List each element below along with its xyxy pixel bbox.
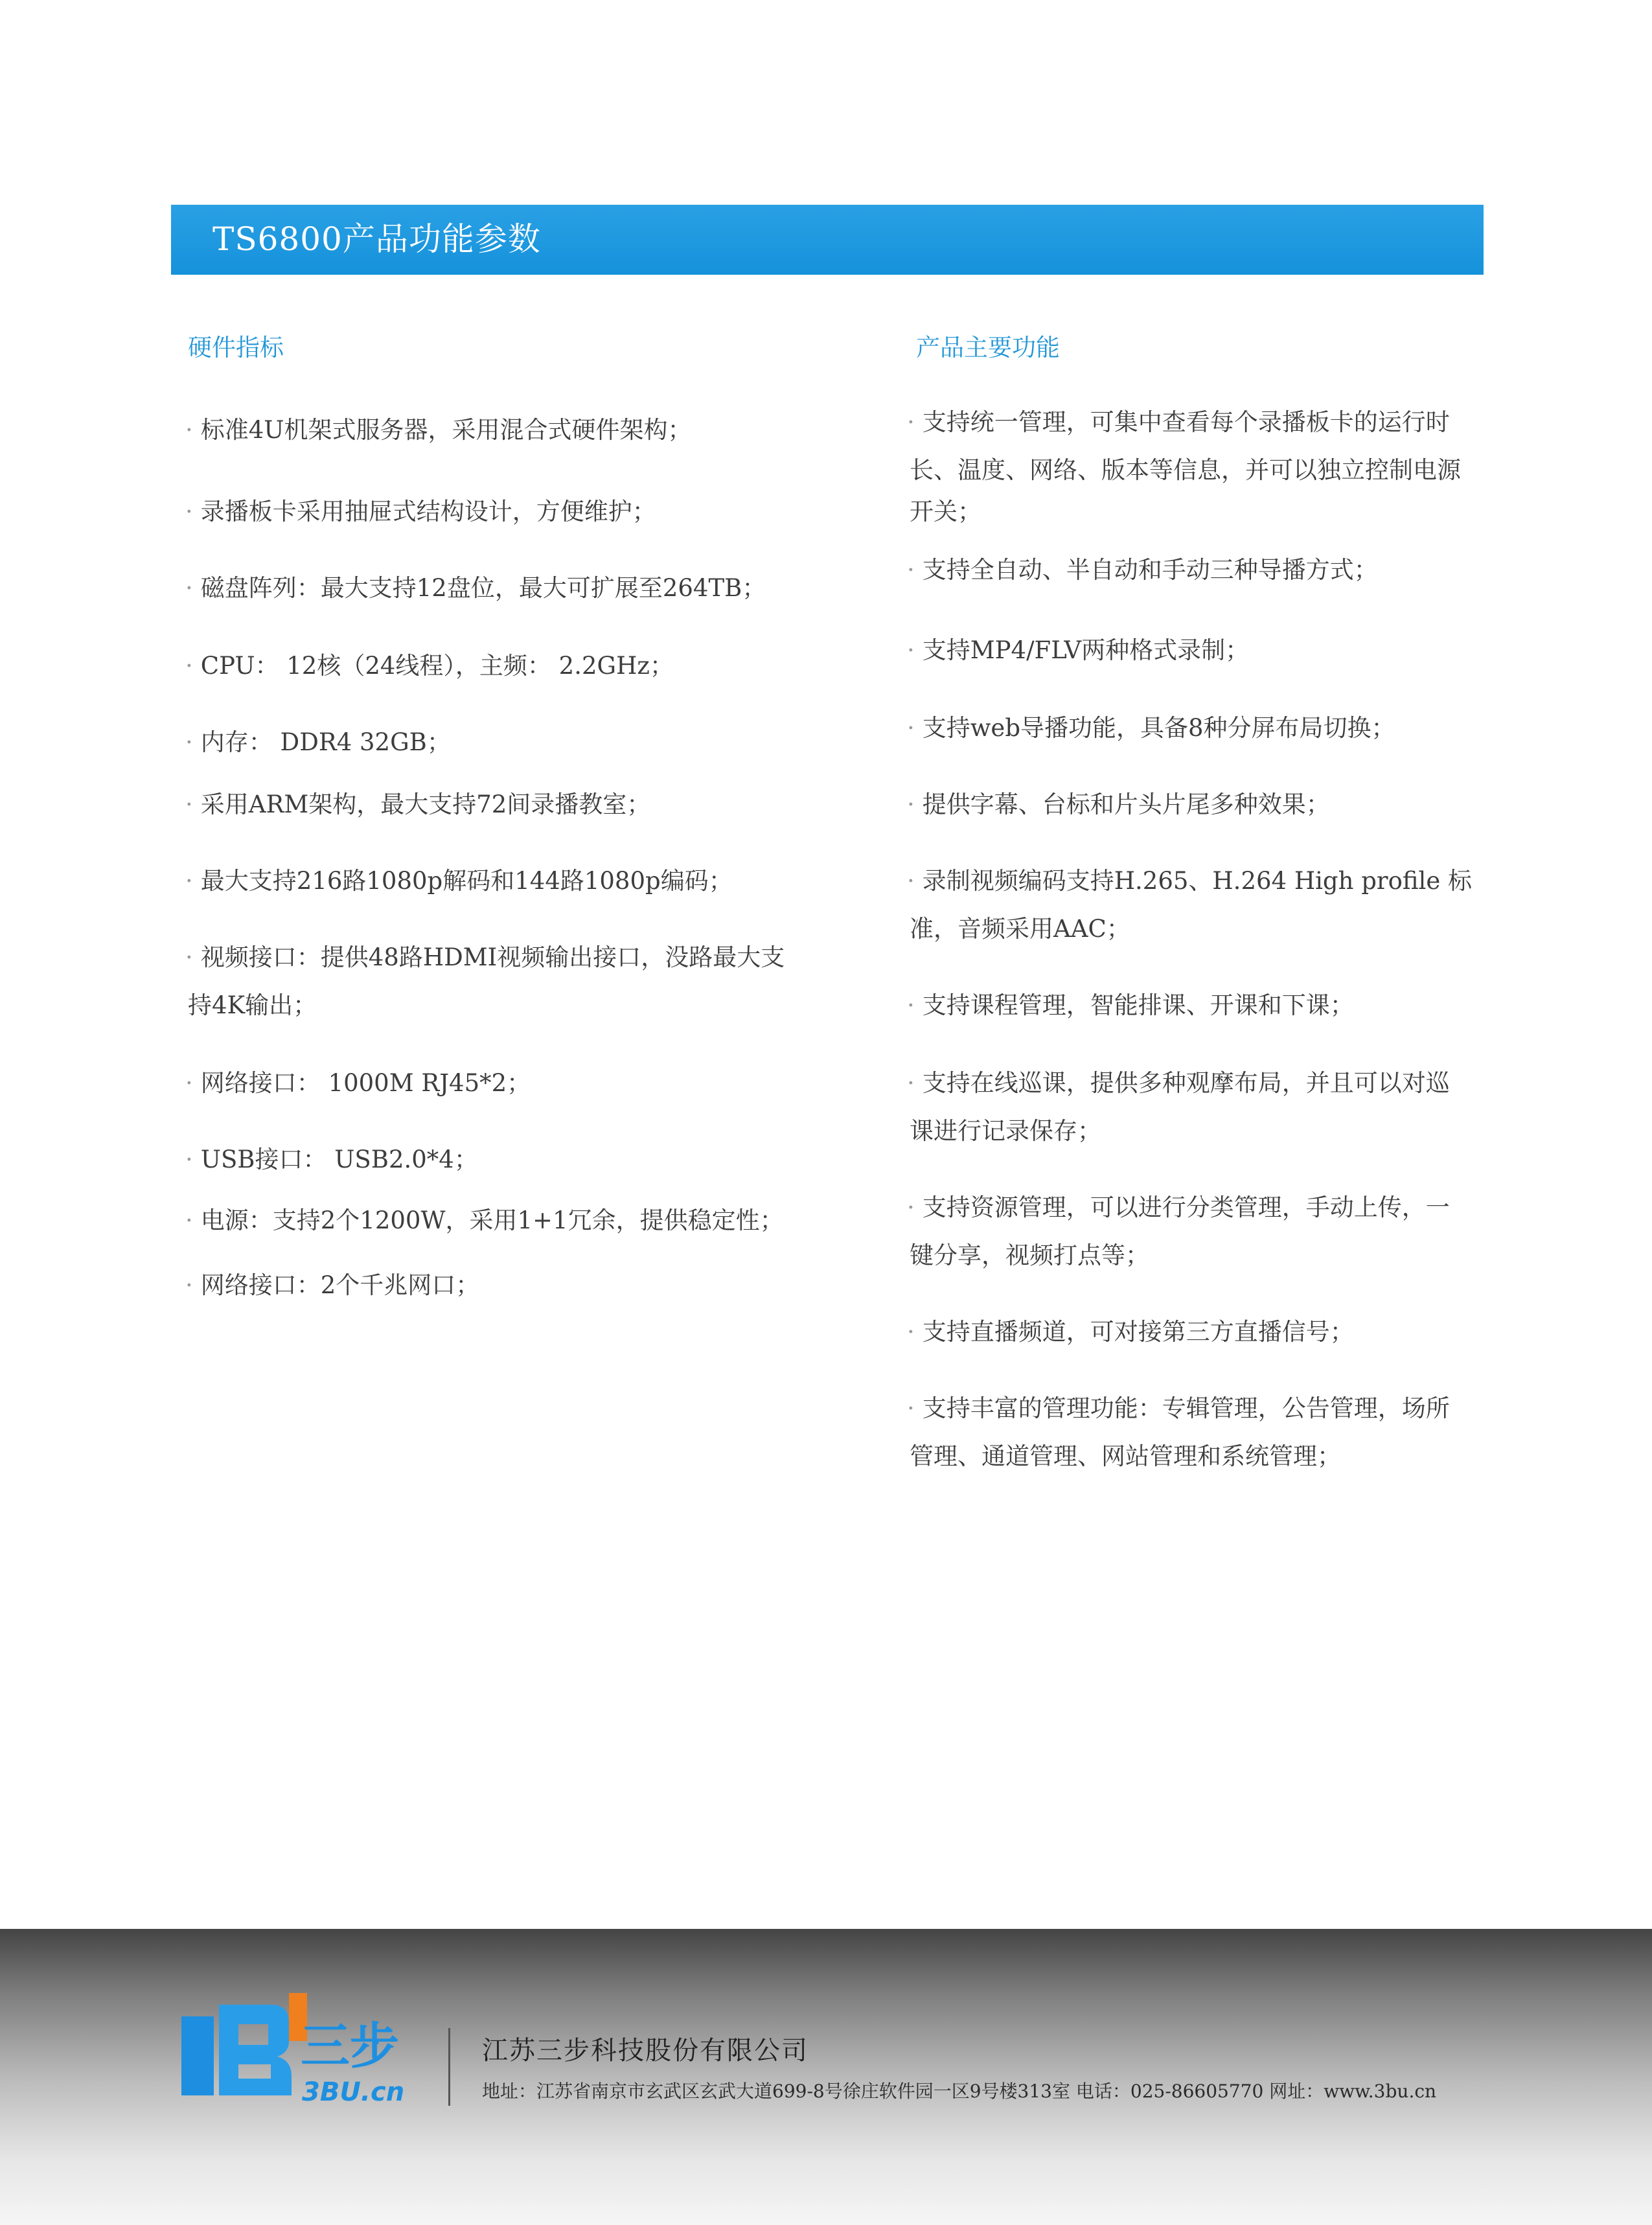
hardware-item: · 电源：支持2个1200W，采用1+1冗余，提供稳定性； [185,1206,784,1234]
hardware-item: · USB接口： USB2.0*4； [185,1146,478,1173]
feature-item: · 支持直播频道，可对接第三方直播信号； [907,1318,1354,1346]
hardware-item: · 视频接口：提供48路HDMI视频输出接口，没路最大支 [185,943,785,971]
feature-item: · 提供字幕、台标和片头片尾多种效果； [907,790,1330,818]
feature-item: · 录制视频编码支持H.265、H.264 High profile 标 [907,867,1473,895]
hardware-item-continued: 持4K输出； [188,991,317,1019]
hardware-item: · 录播板卡采用抽屉式结构设计，方便维护； [185,498,656,525]
feature-item: · 支持统一管理，可集中查看每个录播板卡的运行时 [907,408,1450,436]
feature-item-continued: 课进行记录保存； [910,1117,1101,1145]
company-name: 江苏三步科技股份有限公司 [482,2036,809,2066]
hardware-item: · 内存： DDR4 32GB； [185,728,451,756]
hardware-item: · 网络接口： 1000M RJ45*2； [185,1069,531,1097]
feature-item: · 支持丰富的管理功能：专辑管理，公告管理，场所 [907,1394,1450,1422]
feature-item-continued: 开关； [910,498,981,525]
hardware-item: · 采用ARM架构，最大支持72间录播教室； [185,790,651,818]
hardware-item: · 标准4U机架式服务器，采用混合式硬件架构； [185,416,692,444]
section-banner [171,205,1484,275]
hardware-heading: 硬件指标 [188,334,284,362]
feature-item: · 支持web导播功能，具备8种分屏布局切换； [907,714,1395,742]
feature-item: · 支持资源管理，可以进行分类管理，手动上传，一 [907,1193,1450,1221]
hardware-item: · CPU： 12核（24线程），主频： 2.2GHz； [185,652,674,680]
footer-divider [448,2028,450,2106]
feature-item-continued: 准，音频采用AAC； [910,915,1130,943]
logo-wordmark: 三步 [301,2017,399,2075]
logo-domain: 3BU.cn [302,2077,405,2107]
feature-item: · 支持全自动、半自动和手动三种导播方式； [907,556,1378,584]
feature-item-continued: 管理、通道管理、网站管理和系统管理； [910,1442,1341,1470]
hardware-item: · 网络接口：2个千兆网口； [185,1271,480,1299]
company-logo-icon [174,1977,420,2114]
company-address: 地址：江苏省南京市玄武区玄武大道699-8号徐庄软件园一区9号楼313室 电话：025-86605770 网址：www.3bu.cn [482,2081,1437,2102]
features-heading: 产品主要功能 [916,334,1060,362]
feature-item-continued: 键分享，视频打点等； [910,1241,1149,1269]
hardware-item: · 最大支持216路1080p解码和144路1080p编码； [185,867,733,895]
feature-item: · 支持MP4/FLV两种格式录制； [907,636,1250,664]
banner-title: TS6800产品功能参数 [212,220,541,258]
feature-item: · 支持在线巡课，提供多种观摩布局，并且可以对巡 [907,1069,1450,1097]
feature-item-continued: 长、温度、网络、版本等信息，并可以独立控制电源 [910,456,1461,484]
feature-item: · 支持课程管理，智能排课、开课和下课； [907,991,1354,1019]
hardware-item: · 磁盘阵列：最大支持12盘位，最大可扩展至264TB； [185,574,766,602]
